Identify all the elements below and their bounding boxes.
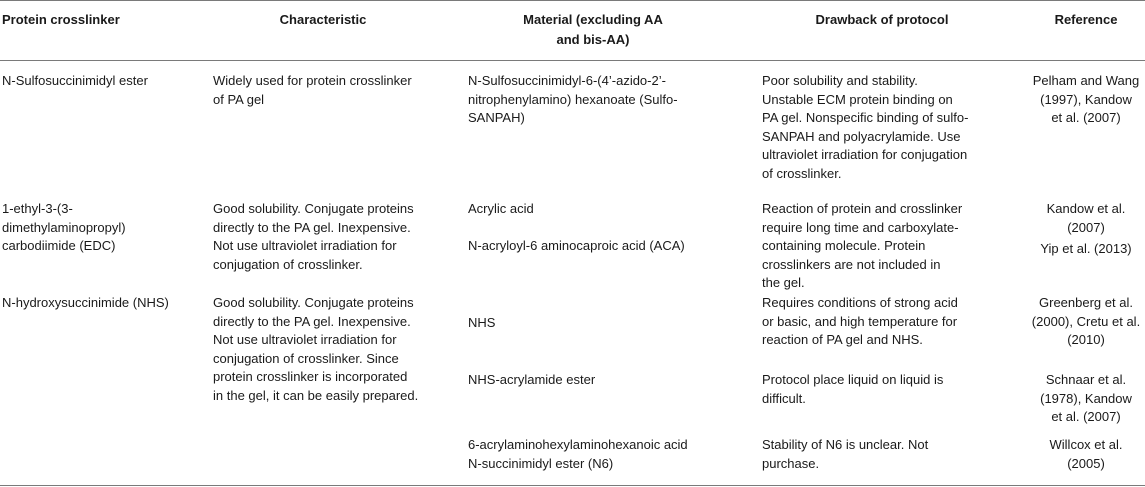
header-material: [468, 10, 718, 50]
r1-drawback-line: Unstable ECM protein binding on: [762, 91, 953, 107]
r2-characteristic-line: Not use ultraviolet irradiation for: [213, 238, 397, 254]
r3-characteristic-line: Not use ultraviolet irradiation for: [213, 332, 397, 348]
r1-reference-line: (1997), Kandow: [1040, 91, 1132, 107]
r1-crosslinker: [2, 72, 148, 91]
r3-characteristic-line: in the gel, it can be easily prepared.: [213, 387, 419, 403]
r3-sub3-material-line: 6-acrylaminohexylaminohexanoic acid: [468, 437, 688, 452]
r3-sub1-material-line: NHS: [468, 315, 496, 330]
r2-drawback-line: Reaction of protein and crosslinker: [762, 201, 963, 216]
r3-sub2-material-line: NHS-acrylamide ester: [468, 372, 596, 387]
r2-crosslinker-line: carbodiimide (EDC): [2, 238, 116, 254]
r3-sub2-drawback-line: Protocol place liquid on liquid is: [762, 372, 944, 387]
r2-reference-line: (2007): [1067, 219, 1105, 235]
r1-reference-line: Pelham and Wang: [1032, 73, 1140, 88]
r2-characteristic-line: conjugation of crosslinker.: [213, 256, 363, 272]
r1-drawback-line: PA gel. Nonspecific binding of sulfo-: [762, 110, 969, 126]
r1-drawback-line: Poor solubility and stability.: [762, 73, 918, 88]
r2-reference-kandow: [1030, 200, 1142, 237]
header-crosslinker: Protein crosslinker: [2, 12, 120, 27]
r3-sub2-reference: [1030, 371, 1142, 427]
r3-sub2-drawback-line: difficult.: [762, 390, 806, 406]
r3-sub2-reference-line: Schnaar et al.: [1045, 372, 1127, 387]
r3-characteristic-line: protein crosslinker is incorporated: [213, 369, 408, 385]
header-characteristic: Characteristic: [279, 12, 367, 27]
r1-characteristic: [213, 72, 412, 109]
r3-sub3-drawback-line: purchase.: [762, 455, 820, 471]
r1-material: [468, 72, 678, 128]
r3-sub3-reference-line: (2005): [1067, 455, 1105, 471]
header-material-line-1: Material (excluding AA: [523, 12, 663, 27]
r3-sub1-reference-line: (2010): [1067, 332, 1105, 348]
r1-material-line: nitrophenylamino) hexanoate (Sulfo-: [468, 91, 678, 107]
r3-sub1-drawback-line: reaction of PA gel and NHS.: [762, 332, 923, 348]
table-top-rule: [0, 0, 1145, 1]
r2-drawback-line: crosslinkers are not included in: [762, 256, 941, 272]
r3-sub2-reference-line: (1978), Kandow: [1040, 390, 1132, 406]
r1-reference-line: et al. (2007): [1051, 110, 1121, 126]
r1-reference: [1030, 72, 1142, 128]
r2-material-acrylic: [468, 200, 534, 219]
r3-sub1-drawback: [762, 294, 958, 350]
r2-material-aca: [468, 237, 685, 256]
header-reference: Reference: [1054, 12, 1118, 27]
header-bottom-rule: [0, 60, 1145, 61]
r3-sub2-reference-line: et al. (2007): [1051, 409, 1121, 425]
table-bottom-rule: [0, 485, 1145, 486]
r2-drawback-line: containing molecule. Protein: [762, 238, 926, 254]
r3-sub3-reference: [1030, 436, 1142, 473]
r2-crosslinker: [2, 200, 126, 256]
r3-sub1-material: [468, 314, 495, 333]
r3-characteristic-line: directly to the PA gel. Inexpensive.: [213, 313, 411, 329]
r1-drawback-line: of crosslinker.: [762, 165, 842, 181]
r3-sub1-reference-line: Greenberg et al.: [1039, 295, 1133, 310]
r2-crosslinker-line: dimethylaminopropyl): [2, 219, 126, 235]
r3-sub1-reference: [1030, 294, 1142, 350]
r3-sub3-material: [468, 436, 688, 473]
r1-drawback-line: SANPAH and polyacrylamide. Use: [762, 128, 961, 144]
r3-sub3-drawback-line: Stability of N6 is unclear. Not: [762, 437, 929, 452]
header-drawback: Drawback of protocol: [815, 12, 949, 27]
r3-sub3-drawback: [762, 436, 928, 473]
r1-characteristic-line: of PA gel: [213, 91, 265, 107]
r3-sub2-material: [468, 371, 595, 390]
r2-crosslinker-line: 1-ethyl-3-(3-: [2, 201, 73, 216]
r2-reference-yip: [1030, 240, 1142, 259]
r2-drawback-line: require long time and carboxylate-: [762, 219, 959, 235]
r1-material-line: N-Sulfosuccinimidyl-6-(4’-azido-2’-: [468, 73, 666, 88]
r3-sub1-drawback-line: or basic, and high temperature for: [762, 313, 958, 329]
r2-material-line: Acrylic acid: [468, 201, 534, 216]
r3-characteristic-line: Good solubility. Conjugate proteins: [213, 295, 414, 310]
r1-drawback-line: ultraviolet irradiation for conjugation: [762, 147, 968, 163]
header-material-line-2: and bis-AA): [556, 32, 630, 47]
r2-drawback: [762, 200, 962, 293]
r2-characteristic: [213, 200, 414, 274]
r1-characteristic-line: Widely used for protein crosslinker: [213, 73, 412, 88]
r2-characteristic-line: directly to the PA gel. Inexpensive.: [213, 219, 411, 235]
r3-sub2-drawback: [762, 371, 943, 408]
r3-crosslinker: [2, 294, 169, 313]
r1-drawback: [762, 72, 968, 184]
r2-reference-line: Kandow et al.: [1046, 201, 1126, 216]
r1-material-line: SANPAH): [468, 110, 525, 126]
r3-characteristic-line: conjugation of crosslinker. Since: [213, 350, 399, 366]
r2-reference-line: Yip et al. (2013): [1040, 241, 1132, 256]
r3-sub1-drawback-line: Requires conditions of strong acid: [762, 295, 958, 310]
r3-characteristic: [213, 294, 418, 406]
r1-crosslinker-line: N-Sulfosuccinimidyl ester: [2, 73, 148, 88]
r3-crosslinker-line: N-hydroxysuccinimide (NHS): [2, 295, 169, 310]
r3-sub3-reference-line: Willcox et al.: [1049, 437, 1123, 452]
r2-characteristic-line: Good solubility. Conjugate proteins: [213, 201, 414, 216]
r2-drawback-line: the gel.: [762, 275, 805, 291]
r3-sub3-material-line: N-succinimidyl ester (N6): [468, 455, 614, 471]
r3-sub1-reference-line: (2000), Cretu et al.: [1031, 313, 1141, 329]
r2-material-line: N-acryloyl-6 aminocaproic acid (ACA): [468, 238, 685, 253]
